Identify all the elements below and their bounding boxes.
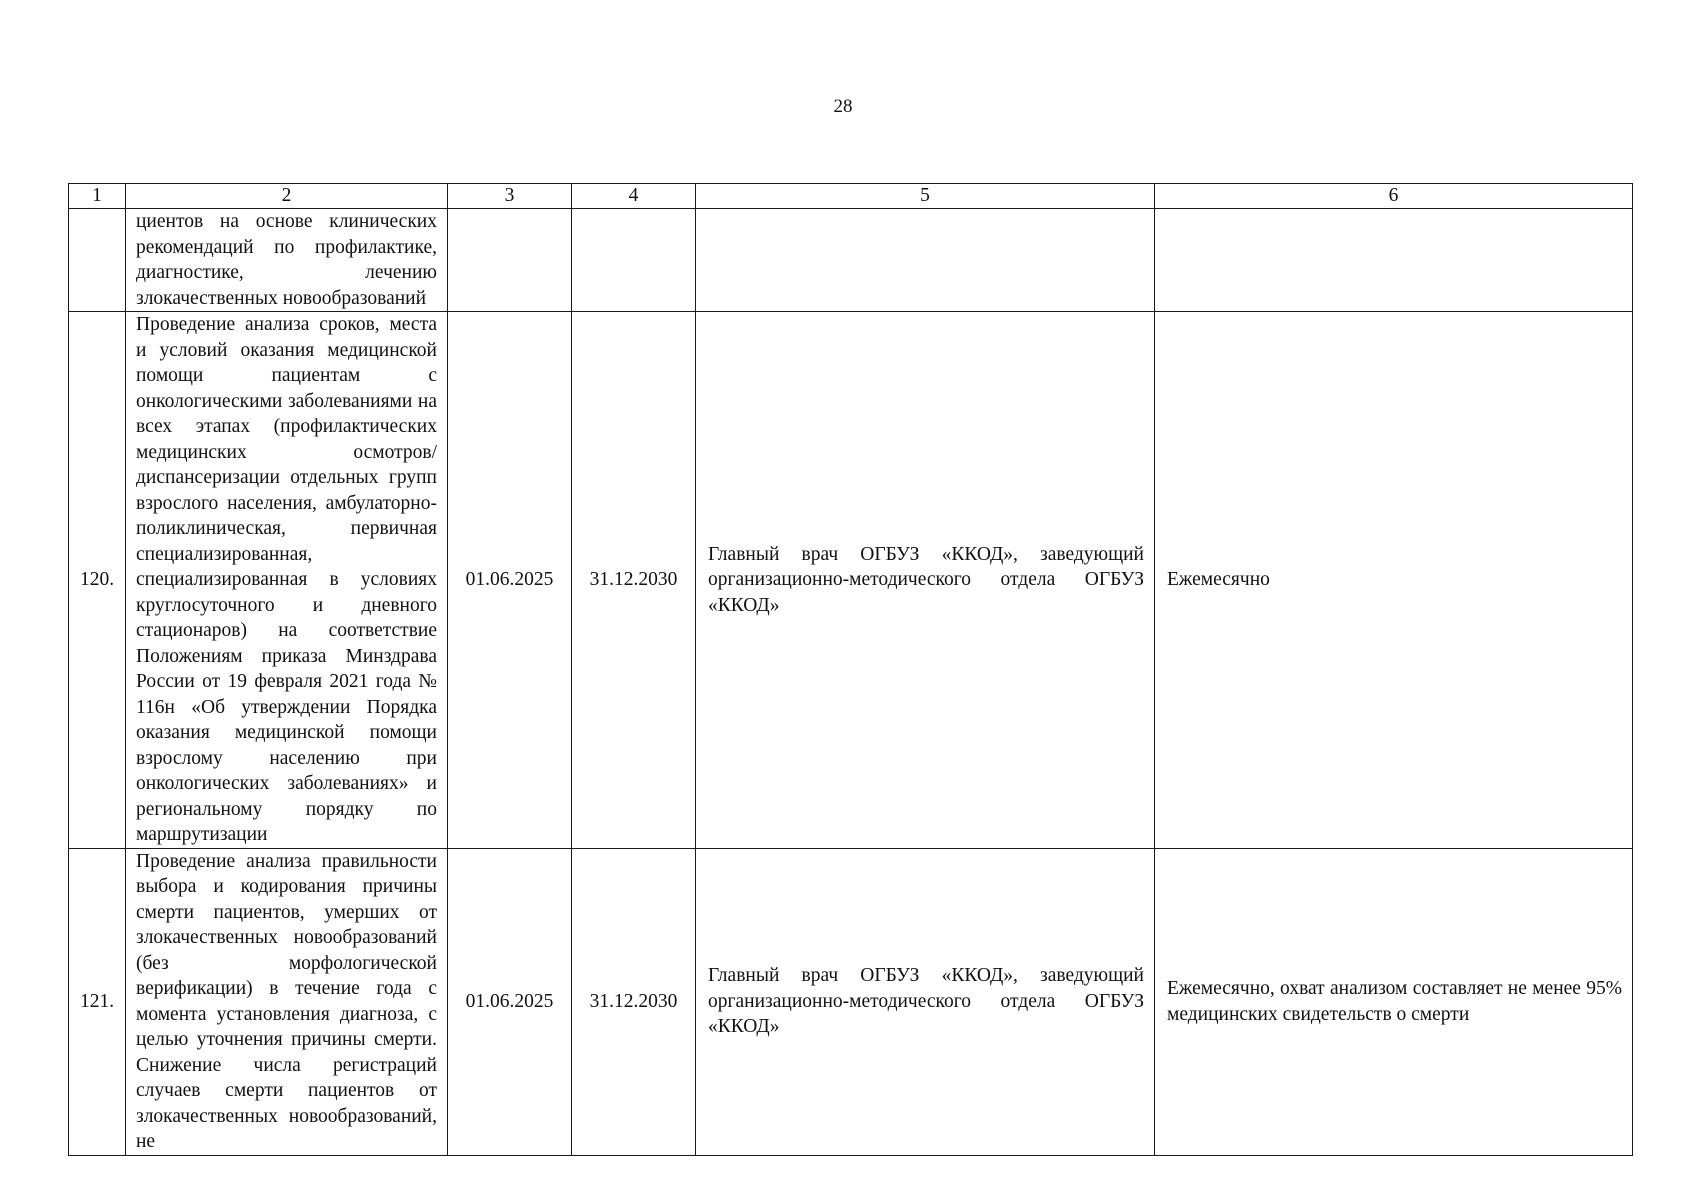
column-header: 3	[448, 184, 572, 209]
column-header: 6	[1155, 184, 1633, 209]
table-row	[69, 312, 1633, 849]
end-date	[572, 209, 696, 312]
row-number	[69, 209, 126, 312]
page-number: 28	[833, 96, 853, 117]
table-row	[69, 209, 1633, 312]
start-date	[448, 209, 572, 312]
start-date: 01.06.2025	[448, 312, 572, 849]
end-date: 31.12.2030	[572, 312, 696, 849]
start-date: 01.06.2025	[448, 848, 572, 1155]
periodicity	[1155, 209, 1633, 312]
column-header: 2	[126, 184, 448, 209]
table-header-row	[69, 184, 1633, 209]
table-row	[69, 848, 1633, 1155]
measure-text: Проведение анализа сроков, места и условий оказания медицинской помощи пациентам с онкологическими заболеваниями на всех этапах (профилактических медицинских осмотров/ диспансеризации отдельных групп взрослого населения, амбулаторно-поликлиническая, первичная специализированная, специализированная в условиях круглосуточного и дневного стационаров) на соответствие Положениям приказа Минздрава России от 19 февраля 2021 года № 116н «Об утверждении Порядка оказания медицинской помощи взрослому населению при онкологических заболеваниях» и региональному порядку по маршрутизации	[126, 312, 448, 849]
end-date: 31.12.2030	[572, 848, 696, 1155]
column-header: 1	[69, 184, 126, 209]
periodicity: Ежемесячно	[1155, 312, 1633, 849]
column-header: 4	[572, 184, 696, 209]
periodicity: Ежемесячно, охват анализом составляет не менее 95% медицинских свидетельств о смерти	[1155, 848, 1633, 1155]
measure-text: Проведение анализа правильности выбора и кодирования причины смерти пациентов, умерших от злокачественных новообразований (без морфологической верификации) в течение года с момента установления диагноза, с целью уточнения причины смерти. Снижение числа регистраций случаев смерти пациентов от злокачественных новообразований, не	[126, 848, 448, 1155]
measure-text: циентов на основе клинических рекомендаций по профилактике, диагностике, лечению злокачественных новообразований	[126, 209, 448, 312]
responsible: Главный врач ОГБУЗ «ККОД», заведующий организационно-методического отдела ОГБУЗ «ККОД»	[696, 848, 1155, 1155]
column-header: 5	[696, 184, 1155, 209]
responsible: Главный врач ОГБУЗ «ККОД», заведующий организационно-методического отдела ОГБУЗ «ККОД»	[696, 312, 1155, 849]
measures-table	[68, 183, 1633, 1156]
responsible	[696, 209, 1155, 312]
row-number: 120.	[69, 312, 126, 849]
row-number: 121.	[69, 848, 126, 1155]
